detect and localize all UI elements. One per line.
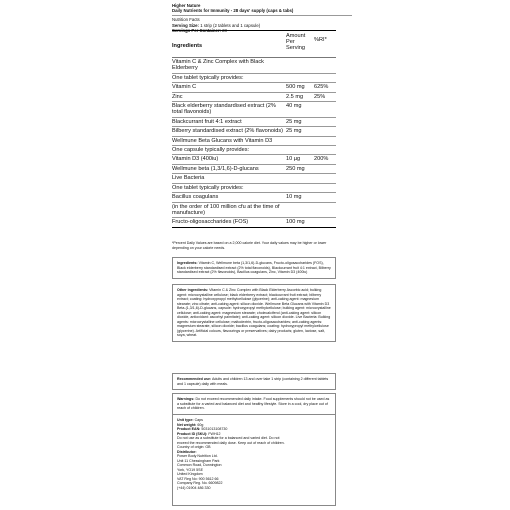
serving-size-value: 1 strip (2 tablets and 1 capsule) [200, 22, 261, 28]
ingredient-name: Live Bacteria [172, 175, 205, 182]
ingredient-name: Vitamin C [172, 84, 197, 91]
distributor-line: Unit 11 Chessingham Park [177, 458, 220, 463]
brand-name: Higher Nature [172, 3, 201, 8]
ingredient-name: Blackcurrant fruit 4:1 extract [172, 118, 242, 125]
table-row [172, 165, 336, 174]
recommended-use-box [172, 373, 336, 390]
origin-value: GB [205, 445, 211, 449]
warnings-text: Do not exceed recommended daily intake. Food supplements should not be used as a substitute for a varied and balanced diet and healthy lifestyle. Store in a cool, dry place out of reach of children. [177, 397, 330, 410]
table-row [172, 155, 336, 164]
ingredient-name: Bilberry standardised extract (2% flavonoids) [172, 128, 283, 135]
ingredients-box [172, 257, 336, 279]
table-row [172, 93, 336, 102]
ingredient-name: Bacillus coagulans [172, 194, 219, 201]
distributor-line: VAT Reg No: 900 5612 66 [177, 476, 219, 481]
recommended-use-text: Adults and children 13 and over take 1 strip (containing 2 different tablets and 1 capsule) daily with meals. [177, 377, 329, 386]
product-id-value: FWH12 [208, 431, 221, 436]
ingredient-amount: 10 µg [286, 156, 301, 163]
facts-title: Nutrition Facts [172, 15, 352, 22]
distributor-address [177, 454, 331, 490]
ingredient-ri: 200% [314, 156, 329, 163]
ingredient-amount: 25 mg [286, 128, 302, 135]
ingredient-amount: 2.5 mg [286, 93, 304, 100]
ingredient-name: One capsule typically provides: [172, 147, 250, 154]
ean-label: Product EAN: [177, 427, 201, 431]
table-row [172, 83, 336, 92]
distributor-line: York, YO19 5SE [177, 467, 203, 472]
origin-label: Country of origin: [177, 445, 205, 449]
ingredient-name: Fructo-oligosaccharides (FOS) [172, 219, 249, 226]
unit-type-label: Unit type: [177, 418, 194, 422]
ingredient-ri: 625% [314, 84, 329, 91]
warnings-label: Warnings: [177, 397, 195, 401]
ingredient-name: Wellmune Beta Glucans with Vitamin D3 [172, 137, 273, 144]
ingredient-amount: 250 mg [286, 165, 305, 172]
ingredient-amount: 100 mg [286, 219, 305, 226]
ingredient-name: Vitamin D3 (400iu) [172, 156, 219, 163]
servings-label: Servings Per Container: [172, 27, 221, 33]
ingredient-amount: 10 mg [286, 194, 302, 201]
recommended-use-label: Recommended use: [177, 377, 212, 381]
distributor-line: Company Reg. No. 6609822 [177, 481, 223, 485]
serving-size-label: Serving Size: [172, 22, 199, 28]
nutrition-table [172, 27, 336, 228]
distributor-line: United Kingdom [177, 472, 203, 476]
warnings-box [172, 393, 336, 415]
ingredients-text: Vitamin C, Wellmune beta (1,3/1,6)-D-glucans, Fructo-oligosaccharides (FOS), Black elderberry standardised extract (2% total flavonoids), Blackcurrant fruit 4:1 extract, Bilberry standardised extract (2% flavonoids), Bacillus coagulans, Zinc, Vitamin D3 (400iu) [177, 261, 331, 274]
ingredient-name: (in the order of 100 million cfu at the time of manufacture) [172, 203, 280, 216]
table-row [172, 102, 336, 118]
advice-line-2: exceed the recommended daily dose. Keep out of reach of children. [177, 440, 285, 445]
table-body [172, 58, 336, 228]
unit-type-value: Caps [194, 418, 203, 422]
ingredient-name: Vitamin C & Zinc Complex with Black Elderberry [172, 59, 264, 72]
other-ingredients-label: Other ingredients: [177, 288, 209, 292]
ri-header: %RI* [314, 37, 327, 43]
net-weight-value: 60g [197, 422, 204, 427]
table-row [172, 203, 336, 219]
ean-value: 5031013108730 [201, 427, 228, 431]
table-row [172, 218, 336, 227]
daily-value-footnote: *Percent Daily Values are based on a 2,000 calorie diet. Your daily values may be higher or lower depending on your calorie needs. [172, 241, 327, 250]
ingredient-name: Black elderberry standardised extract (2% total flavonoids) [172, 103, 276, 116]
advice-line-1: Do not use as a substitute for a balanced and varied diet. Do not [177, 436, 280, 440]
amount-header: Amount Per Serving [286, 33, 306, 52]
ingredient-name: One tablet typically provides: [172, 184, 244, 191]
product-details-box [172, 414, 336, 506]
product-header [172, 3, 352, 33]
table-row [172, 174, 336, 183]
ingredients-header: Ingredients [172, 43, 203, 49]
net-weight-label: Net weight: [177, 422, 197, 427]
table-row [172, 137, 336, 146]
distributor-label-text: Distributor: [177, 449, 197, 454]
table-row [172, 74, 336, 83]
ingredient-amount: 500 mg [286, 84, 305, 91]
table-row [172, 146, 336, 155]
ingredient-ri: 25% [314, 93, 326, 100]
servings-value: 28 [222, 27, 227, 33]
ingredient-name: Wellmune beta (1,3/1,6)-D-glucans [172, 165, 259, 172]
distributor-line: Power Body Nutrition Ltd. [177, 454, 218, 458]
table-header [172, 31, 336, 58]
table-row [172, 184, 336, 193]
ingredient-amount: 40 mg [286, 103, 302, 110]
ingredient-name: One tablet typically provides: [172, 74, 244, 81]
table-row [172, 58, 336, 74]
distributor-line: Common Road, Dunnington [177, 463, 222, 467]
other-ingredients-text: Vitamin C & Zinc Complex with Black Elderberry Ascorbic acid; bulking agent: microcrystalline cellulose; black elderberry extract; blackcurrant fruit extract; bilberry extract; coating: hydroxypropyl methylcellulose (glycerine); anti-caking agent: magnesium stearate; zinc citrate; anti-caking agent: silicon dioxide. Wellmune Beta Glucans with Vitamin D3 Beta-(1,3/1,6)-D-glucans, capsule: hydroxypropyl methylcellulose; bulking agent: microcrystalline cellulose; anti-caking agent: magnesium stearate; cholecalciferol (anti-caking agent: silicon dioxide, antioxidant: ascorbyl palmitate); anti-caking agent: silicon dioxide. Live Bacteria: Bulking agents: microcrystalline cellulose; maltodextrin, fructo-oligosaccharides; anti-caking agents: magnesium stearate, silicon dioxide; bacillus coagulans; coating: hydroxypropyl methylcellulose (glycerine). Artificial colours, flavourings or preservatives; dairy products; gluten, lactose, salt, soya, wheat. [177, 288, 331, 337]
table-row [172, 193, 336, 202]
table-row [172, 127, 336, 136]
ingredients-label: Ingredients: [177, 261, 198, 265]
table-row [172, 118, 336, 127]
ingredient-amount: 25 mg [286, 118, 302, 125]
ingredient-name: Zinc [172, 93, 183, 100]
other-ingredients-box [172, 284, 336, 342]
product-subtitle: Daily Nutrients for Immunity - 28 days' supply (caps & tabs) [172, 8, 294, 14]
distributor-line: (+44) 01904 486 330 [177, 485, 211, 490]
product-id-label: Product ID (SKU): [177, 431, 208, 436]
